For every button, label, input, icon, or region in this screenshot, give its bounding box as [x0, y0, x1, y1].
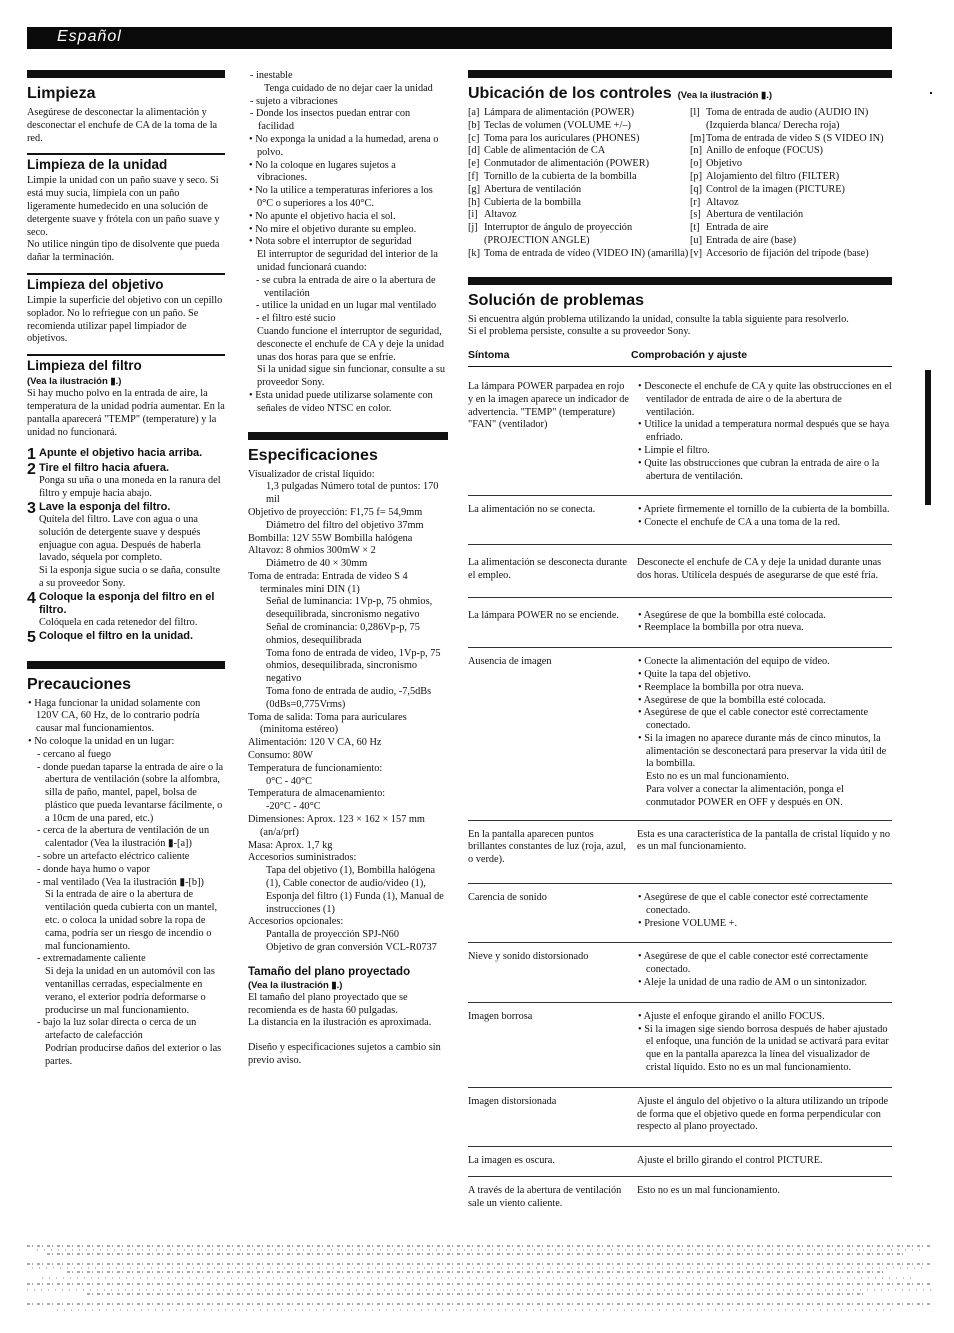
section-bar	[27, 661, 225, 669]
spec-detail: Diámetro del filtro del objetivo 37mm	[266, 519, 424, 531]
step-number: 3	[27, 499, 36, 517]
spec-detail: 1,3 pulgadas Número total de puntos: 170 mil	[266, 481, 439, 506]
control-item	[468, 248, 690, 261]
control-item	[690, 158, 892, 171]
ubicacion-sub: (Vea la ilustración ▮.)	[677, 90, 773, 101]
control-item	[468, 184, 690, 197]
control-label: Cable de alimentación de CA	[484, 145, 606, 157]
control-item	[468, 171, 690, 184]
step-item	[27, 591, 225, 630]
table-row	[468, 1177, 892, 1219]
control-label: Cubierta de la bombilla	[484, 196, 581, 208]
step-item	[27, 462, 225, 501]
control-item	[690, 145, 892, 158]
control-key: [h]	[468, 196, 481, 208]
control-key: [l]	[690, 107, 700, 118]
margin-dot	[930, 92, 932, 94]
spec-item: Altavoz: 8 ohmios 300mW × 2	[248, 545, 376, 557]
control-label: Toma de entrada de audio (AUDIO IN) (Izquierda blanca/ Derecha roja)	[706, 107, 869, 131]
dash-item: - bajo la luz solar directa o cerca de un artefacto de calefacción	[27, 1017, 225, 1043]
check-note: Esto no es un mal funcionamiento.	[646, 771, 789, 783]
bullet-item: • Nota sobre el interruptor de seguridad	[248, 236, 448, 249]
row-symptom: Ausencia de imagen	[468, 656, 552, 668]
control-item	[468, 209, 690, 222]
control-item	[690, 235, 892, 248]
spec-detail: Tapa del objetivo (1), Bombilla halógena (1), Cable conector de audio/video (1), Esponja del filtro (1) Funda (1), Manual de instrucciones (1)	[266, 865, 444, 915]
control-item	[690, 107, 892, 133]
control-item	[690, 184, 892, 197]
dash-note: Podrían producirse daños del exterior o las partes.	[45, 1043, 222, 1067]
check-note: Para volver a conectar la alimentación, ponga el conmutador POWER en OFF y después en ON.	[646, 784, 844, 808]
spec-detail: Diámetro de 40 × 30mm	[266, 558, 368, 570]
section-bar	[27, 70, 225, 78]
precauciones-list-cont	[248, 70, 448, 416]
spec-item: Consumo: 80W	[248, 750, 313, 762]
spec-detail: Objetivo de gran conversión VCL-R0737	[266, 942, 437, 953]
limpieza-filtro-text: Si hay mucho polvo en la entrada de aire, la temperatura de la unidad podría aumentar. En la pantalla aparecerá "TEMP" (temperature) y la unidad no funcionará.	[27, 388, 225, 438]
dash-item: - el filtro esté sucio	[248, 313, 448, 326]
control-label: Interruptor de ángulo de proyección (PROJECTION ANGLE)	[484, 222, 633, 246]
control-label: Toma para los auriculares (PHONES)	[484, 132, 640, 144]
limpieza-objetivo-title: Limpieza del objetivo	[27, 273, 225, 293]
check-item: • Utilice la unidad a temperatura normal después que se haya enfriado.	[637, 419, 892, 445]
control-item	[468, 145, 690, 158]
control-label: Conmutador de alimentación (POWER)	[484, 158, 649, 170]
dash-item: - cercano al fuego	[27, 749, 225, 762]
control-item	[468, 158, 690, 171]
page-tab-marker	[925, 370, 931, 505]
row-check-text: Esta es una característica de la pantalla de cristal líquido y no es un mal funcionamiento.	[637, 828, 891, 853]
row-symptom: La lámpara POWER parpadea en rojo y en la imagen aparece un indicador de advertencia. "TEMP" (temperature) "FAN" (ventilador)	[468, 380, 629, 431]
step-number: 1	[27, 446, 36, 464]
spec-item: Temperatura de almacenamiento:	[248, 788, 386, 800]
control-item	[468, 222, 690, 248]
dash-item: - sobre un artefacto eléctrico caliente	[27, 851, 225, 864]
controls-right	[690, 107, 892, 261]
row-symptom: Nieve y sonido distorsionado	[468, 951, 589, 963]
table-row	[468, 545, 892, 598]
control-label: Alojamiento del filtro (FILTER)	[706, 170, 840, 182]
check-item: • Aleje la unidad de una radio de AM o un sintonizador.	[637, 977, 892, 990]
solucion-intro: Si encuentra algún problema utilizando la unidad, consulte la tabla siguiente para resolverlo.	[468, 313, 849, 325]
bullet-item: • Haga funcionar la unidad solamente con 120V CA, 60 Hz, de lo contrario podría causar mal funcionamientos.	[27, 698, 225, 736]
row-symptom: En la pantalla aparecen puntos brillantes constantes de luz (roja, azul, o verde).	[468, 828, 627, 866]
row-checks	[637, 951, 892, 989]
check-item: • Reemplace la bombilla por otra nueva.	[637, 622, 892, 635]
language-label: Español	[57, 28, 122, 45]
check-item: • Limpie el filtro.	[637, 445, 892, 458]
row-check-text: Esto no es un mal funcionamiento.	[637, 1185, 780, 1197]
limpieza-filtro-sub: (Vea la ilustración ▮.)	[27, 376, 122, 388]
step-item	[27, 447, 225, 462]
control-item	[690, 197, 892, 210]
control-label: Altavoz	[706, 196, 739, 208]
spec-item: Alimentación: 120 V CA, 60 Hz	[248, 737, 382, 749]
row-symptom: La alimentación no se conecta.	[468, 504, 596, 516]
step-item	[27, 501, 225, 591]
step-item	[27, 630, 225, 645]
check-item: • Asegúrese de que el cable conector esté correctamente conectado.	[637, 892, 892, 918]
control-key: [c]	[468, 132, 480, 144]
col-comprobacion: Comprobación y ajuste	[631, 349, 748, 362]
dash-item: - donde puedan taparse la entrada de aire o la abertura de ventilación (sobre la alfombra, silla de paño, mantel, papel, bolsa de plástico que pueda levantarse fácilmente, o a 10cm de una pared, etc.)	[27, 762, 225, 826]
row-symptom: La imagen es oscura.	[468, 1155, 555, 1167]
control-label: Entrada de aire (base)	[706, 234, 797, 246]
control-label: Anillo de enfoque (FOCUS)	[706, 145, 823, 157]
check-item: • Si la imagen sige siendo borrosa después de haber ajustado el enfoque, una función de la unidad se activará para evitar que en la pantalla aparezca la línea del visualizador de cristal líquido. Esto no es un mal funcionamiento.	[637, 1024, 892, 1075]
especificaciones-title: Especificaciones	[248, 446, 378, 464]
spec-item: Objetivo de proyección: F1,75 f= 54,9mm	[248, 506, 423, 518]
dash-item: - mal ventilado (Vea la ilustración ▮-[b])	[27, 877, 225, 890]
check-item: • Conecte la alimentación del equipo de vídeo.	[637, 656, 892, 669]
ubicacion-heading	[468, 84, 892, 107]
control-label: Control de la imagen (PICTURE)	[706, 183, 845, 195]
control-key: [v]	[690, 247, 703, 259]
step-title: Lave la esponja del filtro.	[39, 500, 171, 513]
check-item: • Desconecte el enchufe de CA y quite las obstrucciones en el ventilador de entrada de aire o de la abertura de ventilación.	[637, 381, 892, 419]
control-key: [t]	[690, 222, 700, 234]
row-symptom: Carencia de sonido	[468, 892, 547, 904]
limpieza-unidad-title: Limpieza de la unidad	[27, 153, 225, 173]
dash-item: - utilice la unidad en un lugar mal ventilado	[248, 300, 448, 313]
control-key: [i]	[468, 209, 478, 221]
tamano-sub: (Vea la ilustración ▮.)	[248, 979, 343, 991]
row-checks	[637, 381, 892, 483]
spec-item: Masa: Aprox. 1,7 kg	[248, 839, 333, 851]
scan-noise	[27, 1240, 932, 1315]
limpieza-unidad-text: Limpie la unidad con un paño suave y seco. Si está muy sucia, límpiela con un paño ligeramente humedecido en una solución de detergente suave y frótela con un paño suave y seco.	[27, 175, 220, 238]
tamano-text: El tamaño del plano proyectado que se recomienda es de hasta 60 pulgadas.	[248, 991, 408, 1016]
control-item	[690, 133, 892, 146]
control-item	[690, 222, 892, 235]
control-key: [j]	[468, 222, 478, 234]
table-row	[468, 1088, 892, 1147]
spec-detail: Señal de crominancia: 0,286Vp-p, 75 ohmios, desequilibrada	[266, 622, 420, 646]
solucion-title: Solución de problemas	[468, 291, 645, 309]
row-symptom: La lámpara POWER no se enciende.	[468, 609, 619, 621]
tamano-title: Tamaño del plano proyectado	[248, 965, 411, 978]
check-item: • Asegúrese de que la bombilla esté colocada.	[637, 610, 892, 623]
step-text: Colóquela en cada retenedor del filtro.	[39, 616, 198, 628]
step-number: 2	[27, 461, 36, 479]
row-symptom: Imagen borrosa	[468, 1010, 533, 1022]
table-row	[468, 821, 892, 884]
control-key: [o]	[690, 158, 703, 170]
bullet-note: Si la unidad sigue sin funcionar, consulte a su proveedor Sony.	[257, 364, 446, 389]
table-row	[468, 496, 892, 545]
control-item	[690, 248, 892, 261]
bullet-item: • No apunte el objetivo hacia el sol.	[248, 211, 448, 224]
control-key: [n]	[690, 145, 703, 157]
table-row	[468, 1147, 892, 1177]
control-label: Toma de entrada de video S (S VIDEO IN)	[706, 132, 884, 144]
control-item	[690, 209, 892, 222]
table-row	[468, 884, 892, 943]
tamano-text2: La distancia en la ilustración es aproximada.	[248, 1017, 432, 1029]
control-key: [a]	[468, 107, 480, 118]
bullet-item: • No la coloque en lugares sujetos a vibraciones.	[248, 160, 448, 186]
step-number: 5	[27, 628, 36, 646]
spec-detail: 0°C - 40°C	[266, 775, 312, 787]
control-key: [q]	[690, 183, 703, 195]
table-header	[468, 349, 892, 367]
control-label: Toma de entrada de vídeo (VIDEO IN) (amarilla)	[484, 247, 689, 259]
control-label: Entrada de aire	[706, 222, 769, 234]
step-title: Apunte el objetivo hacia arriba.	[39, 447, 203, 460]
spec-detail: Toma fono de entrada de video, 1Vp-p, 75 ohmios, desequilibrada, sincronismo negativo	[266, 647, 441, 685]
control-key: [k]	[468, 247, 481, 259]
dash-note: Si la entrada de aire o la abertura de ventilación queda cubierta con un mantel, etc. o coloca la unidad sobre la ropa de cama, podría ser un riesgo de incendio o mal funcionamiento.	[45, 889, 218, 952]
limpieza-objetivo-text: Limpie la superficie del objetivo con un cepillo soplador. No lo refriegue con un paño. Se recomienda utilizar papel limpiador de objetivos.	[27, 294, 223, 345]
dash-item: - sujeto a vibraciones	[248, 96, 448, 109]
table-row	[468, 943, 892, 1002]
dash-item: - cerca de la abertura de ventilación de un calentador (Vea la ilustración ▮-[a])	[27, 825, 225, 851]
step-text: Si la esponja sigue sucia o se daña, consulte a su proveedor Sony.	[39, 565, 221, 589]
spec-footer: Diseño y especificaciones sujetos a cambio sin previo aviso.	[248, 1042, 441, 1066]
column-2	[248, 70, 448, 1068]
spec-item: Accesorios suministrados:	[248, 852, 357, 864]
row-checks	[637, 892, 892, 930]
row-check-text: Desconecte el enchufe de CA y deje la unidad durante unas dos horas. Utilícela después de asegurarse de que esté fría.	[637, 556, 882, 581]
bullet-item: • No la utilice a temperaturas inferiores a los 0°C o superiores a los 40°C.	[248, 185, 448, 211]
table-row	[468, 648, 892, 821]
spec-item: Accesorios opcionales:	[248, 916, 344, 928]
table-row	[468, 598, 892, 649]
limpieza-unidad-text2: No utilice ningún tipo de disolvente que pueda dañar la terminación.	[27, 239, 220, 264]
col-sintoma: Síntoma	[468, 349, 510, 362]
control-label: Altavoz	[484, 209, 517, 221]
control-item	[468, 197, 690, 210]
bullet-item: • No coloque la unidad en un lugar:	[27, 736, 225, 749]
section-bar	[468, 277, 892, 285]
row-symptom: A través de la abertura de ventilación sale un viento caliente.	[468, 1185, 622, 1209]
section-bar	[468, 70, 892, 78]
precauciones-list	[27, 698, 225, 1069]
row-checks	[637, 504, 892, 530]
solucion-intro2: Si el problema persiste, consulte a su proveedor Sony.	[468, 326, 691, 338]
check-item: • Apriete firmemente el tornillo de la cubierta de la bombilla.	[637, 504, 892, 517]
limpieza-title: Limpieza	[27, 85, 96, 102]
check-item: • Presione VOLUME +.	[637, 918, 892, 931]
dash-item: - se cubra la entrada de aire o la abertura de ventilación	[248, 275, 448, 301]
control-label: Tornillo de la cubierta de la bombilla	[484, 170, 637, 182]
column-1	[27, 70, 225, 1069]
language-banner	[27, 27, 892, 49]
control-label: Lámpara de alimentación (POWER)	[484, 107, 635, 118]
control-key: [u]	[690, 234, 703, 246]
spec-item: Bombilla: 12V 55W Bombilla halógena	[248, 532, 413, 544]
spec-detail: Señal de luminancia: 1Vp-p, 75 ohmios, desequilibrada, sincronismo negativo	[266, 596, 433, 621]
row-symptom: Imagen distorsionada	[468, 1095, 557, 1107]
dash-note: Si deja la unidad en un automóvil con las ventanillas cerradas, especialmente en verano, el exterior podría deformarse o producirse un mal funcionamiento.	[45, 966, 215, 1016]
section-bar	[248, 432, 448, 440]
check-item: • Quite la tapa del objetivo.	[637, 669, 892, 682]
spec-list	[248, 469, 448, 955]
row-check-text: Ajuste el ángulo del objetivo o la altura utilizando un trípode de forma que el objetivo quede en forma perpendicular con respecto al plano proyectado.	[637, 1095, 889, 1133]
dash-note: Tenga cuidado de no dejar caer la unidad	[264, 82, 433, 94]
control-label: Objetivo	[706, 158, 743, 170]
table-row	[468, 367, 892, 496]
control-key: [p]	[690, 170, 703, 182]
control-label: Abertura de ventilación	[706, 209, 804, 221]
check-item: • Si la imagen no aparece durante más de cinco minutos, la alimentación se desconectará para preservar la vida útil de la bombilla.	[637, 733, 892, 771]
control-item	[468, 107, 690, 120]
limpieza-intro: Asegúrese de desconectar la alimentación y desconectar el enchufe de CA de la toma de la red.	[27, 107, 218, 144]
control-key: [b]	[468, 119, 481, 131]
control-key: [s]	[690, 209, 701, 221]
bullet-item: • No mire el objetivo durante su empleo.	[248, 224, 448, 237]
bullet-item: • No exponga la unidad a la humedad, arena o polvo.	[248, 134, 448, 160]
check-item: • Reemplace la bombilla por otra nueva.	[637, 682, 892, 695]
check-item: • Asegúrese de que el cable conector esté correctamente conectado.	[637, 707, 892, 733]
spec-detail: Toma fono de entrada de audio, -7,5dBs (0dBs=0,775Vrms)	[266, 686, 432, 710]
spec-item: Temperatura de funcionamiento:	[248, 762, 383, 774]
control-item	[468, 120, 690, 133]
row-check-text: Ajuste el brillo girando el control PICTURE.	[637, 1155, 823, 1167]
step-number: 4	[27, 589, 36, 607]
step-list	[27, 447, 225, 644]
check-item: • Asegúrese de que el cable conector esté correctamente conectado.	[637, 951, 892, 977]
ubicacion-title: Ubicación de los controles	[468, 85, 672, 102]
control-key: [g]	[468, 183, 481, 195]
limpieza-filtro-title: Limpieza del filtro	[27, 354, 225, 374]
table-row	[468, 1003, 892, 1088]
control-item	[690, 171, 892, 184]
check-item: • Conecte el enchufe de CA a una toma de la red.	[637, 517, 892, 530]
spec-detail: Pantalla de proyección SPJ-N60	[266, 929, 399, 941]
row-symptom: La alimentación se desconecta durante el empleo.	[468, 556, 627, 581]
dash-item: - extremadamente caliente	[27, 953, 225, 966]
bullet-note: El interruptor de seguridad del interior de la unidad funcionará cuando:	[257, 249, 438, 273]
control-label: Teclas de volumen (VOLUME +/–)	[484, 119, 631, 131]
control-key: [e]	[468, 158, 480, 170]
bullet-note: Cuando funcione el interruptor de seguridad, desconecte el enchufe de CA y deje la unidad unas dos horas para que se enfríe.	[257, 325, 444, 363]
control-item	[468, 133, 690, 146]
row-checks	[637, 610, 892, 636]
spec-item: Dimensiones: Aprox. 123 × 162 × 157 mm (an/a/prf)	[248, 814, 425, 838]
check-item: • Asegúrese de que la bombilla esté colocada.	[637, 695, 892, 708]
precauciones-title: Precauciones	[27, 675, 132, 693]
step-text: Quítela del filtro. Lave con agua o una solución de detergente suave y después enjuague con agua. Después de haberla lavado, séquela por completo.	[39, 513, 201, 564]
dash-item: - donde haya humo o vapor	[27, 864, 225, 877]
step-title: Tire el filtro hacia afuera.	[39, 462, 170, 475]
step-title: Coloque el filtro en la unidad.	[39, 629, 194, 642]
check-item: • Ajuste el enfoque girando el anillo FOCUS.	[637, 1011, 892, 1024]
column-3	[468, 70, 892, 1219]
spec-item: Toma de entrada: Entrada de video S 4 terminales mini DIN (1)	[248, 570, 408, 595]
controls-list	[468, 107, 892, 261]
control-label: Accesorio de fijación del trípode (base)	[706, 247, 869, 259]
row-checks	[637, 1011, 892, 1075]
control-label: Abertura de ventilación	[484, 183, 582, 195]
dash-item: - Donde los insectos puedan entrar con facilidad	[248, 108, 448, 134]
control-key: [f]	[468, 170, 479, 182]
control-key: [m]	[690, 132, 705, 144]
step-title: Coloque la esponja del filtro en el filtro.	[39, 590, 215, 616]
bullet-item: • Esta unidad puede utilizarse solamente con señales de video NTSC en color.	[248, 390, 448, 416]
check-item: • Quite las obstrucciones que cubran la entrada de aire o la abertura de ventilación.	[637, 458, 892, 484]
dash-item: - inestable	[248, 70, 448, 83]
control-key: [r]	[690, 196, 701, 208]
control-key: [d]	[468, 145, 481, 157]
step-text: Ponga su uña o una moneda en la ranura del filtro y empuje hacia abajo.	[39, 475, 221, 500]
spec-detail: -20°C - 40°C	[266, 801, 321, 813]
spec-item: Visualizador de cristal líquido:	[248, 468, 375, 480]
controls-left	[468, 107, 690, 261]
row-checks	[637, 656, 892, 810]
spec-item: Toma de salida: Toma para auriculares (minitoma estéreo)	[248, 711, 407, 736]
